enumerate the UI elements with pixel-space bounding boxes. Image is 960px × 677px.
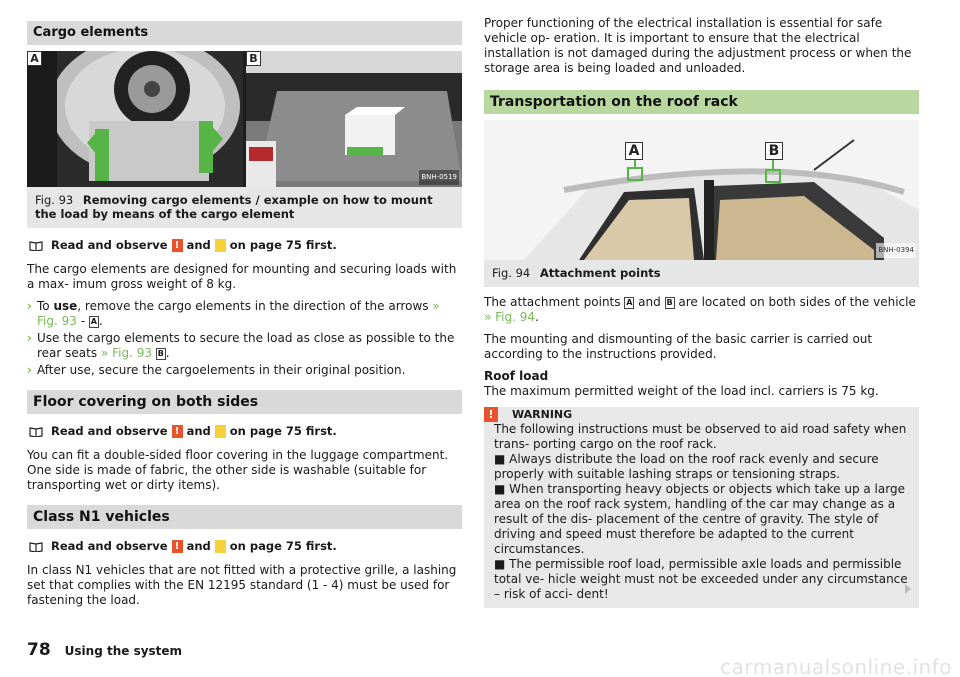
section-heading-cargo-elements: Cargo elements [27,21,462,45]
figure-label-a: A [27,51,42,66]
figure-code: BNH-0519 [419,170,459,185]
floor-covering-text: You can fit a double-sided floor covering in the luggage compartment. One side is made of fabric, the other side is washable (suitable for transporting wet or dirty items). [27,448,449,492]
figure-number: Fig. 94 [492,266,531,280]
chevron-right-icon: › [27,363,32,377]
key-label: B [666,297,673,307]
figure-code: BNH-0394 [876,243,916,258]
step-text: After use, secure the cargoelements in their original position. [37,363,406,377]
continue-arrow-icon [905,584,911,594]
section-heading-roof-rack: Transportation on the roof rack [484,90,919,114]
step-text: . [165,346,170,360]
figure-title: Removing cargo elements / example on how to mount the load by means of the cargo element [35,193,433,221]
step-item [27,331,462,361]
mounting-text: The mounting and dismounting of the basic carrier is carried out according to the instructions provided. [484,332,873,361]
roof-load-text: The maximum permitted weight of the load incl. carriers is 75 kg. [484,384,879,398]
warning-badge-icon: ! [484,407,498,422]
text-span: are located on both sides of the vehicle [674,295,916,309]
figure-link[interactable]: » Fig. 94 [484,310,536,324]
text-span: . [535,310,539,324]
warning-title: WARNING [512,408,573,421]
figure-caption [27,187,462,228]
attachment-text [484,295,919,325]
figure-number: Fig. 93 [35,193,74,207]
chapter-title: Using the system [64,644,183,658]
warning-yellow-icon[interactable] [215,425,226,438]
text-span: and [634,295,665,309]
figure-93-image [27,51,462,187]
observe-line [27,539,462,554]
electrical-intro: Proper functioning of the electrical installation is essential for safe vehicle op- eration. It is important to ensure that the electrical installation is not damaged during the adjustment process or when the storage area is being loaded and unloaded. [484,16,912,75]
section-heading-class-n1: Class N1 vehicles [27,505,462,529]
figure-label-b: B [765,142,783,160]
observe-prefix: Read and observe [51,539,168,553]
key-label: A [90,316,97,326]
figure-link[interactable]: » Fig. 93 [37,299,440,328]
book-icon [29,427,43,437]
step-item [27,363,462,378]
warning-box [484,407,919,608]
observe-prefix: Read and observe [51,424,168,438]
step-text: Use the cargo elements to secure the load as close as possible to the rear seats [37,331,455,360]
chevron-right-icon: › [27,299,32,313]
observe-and: and [186,424,211,438]
watermark: carmanualsonline.info [720,655,952,677]
key-label: B [157,348,164,358]
warning-line: ■ The permissible roof load, permissible axle loads and permissible total ve- hicle weight must not be exceeded under any circumstance – risk of acci- dent! [494,557,908,601]
figure-93 [27,51,462,187]
figure-title: Attachment points [539,266,661,280]
observe-line [27,238,462,253]
warning-red-icon[interactable]: ! [172,540,183,553]
page-number: 78 [27,640,51,660]
page-footer [27,640,183,660]
book-icon [29,542,43,552]
step-text: To [37,299,54,313]
figure-caption [484,260,919,287]
left-column [27,21,462,615]
warning-yellow-icon[interactable] [215,239,226,252]
figure-label-a: A [625,142,643,160]
step-item [27,299,462,329]
figure-94-image [484,120,919,260]
warning-header [488,407,909,422]
figure-link[interactable]: » Fig. 93 [100,346,152,360]
observe-prefix: Read and observe [51,238,168,252]
observe-suffix: on page 75 first. [229,539,337,553]
right-column [484,16,919,608]
observe-suffix: on page 75 first. [229,238,337,252]
observe-line [27,424,462,439]
step-text: , remove the cargo elements in the direction of the arrows [77,299,433,313]
step-text: . [98,314,103,328]
observe-suffix: on page 75 first. [229,424,337,438]
warning-red-icon[interactable]: ! [172,239,183,252]
observe-and: and [186,238,211,252]
class-n1-text: In class N1 vehicles that are not fitted with a protective grille, a lashing set that complies with the EN 12195 standard (1 - 4) must be used for fastening the load. [27,563,457,607]
chevron-right-icon: › [27,331,32,345]
book-icon [29,241,43,251]
step-text: - [76,314,89,328]
text-span: The attachment points [484,295,625,309]
warning-line: ■ When transporting heavy objects or objects which take up a large area on the roof rack system, handling of the car may change as a result of the dis- placement of the centre of gravity. The style of driving and speed must therefore be adapted to the current circumstances. [494,482,905,556]
section-heading-floor-covering: Floor covering on both sides [27,390,462,414]
warning-line: The following instructions must be observed to aid road safety when trans- porting cargo on the roof rack. [494,422,907,451]
observe-and: and [186,539,211,553]
warning-red-icon[interactable]: ! [172,425,183,438]
step-bold: use [53,299,78,313]
roof-load-heading: Roof load [484,369,549,383]
figure-label-b: B [246,51,261,66]
warning-yellow-icon[interactable] [215,540,226,553]
warning-line: ■ Always distribute the load on the roof rack evenly and secure properly with suitable lashing straps or tensioning straps. [494,452,879,481]
key-label: A [626,297,633,307]
figure-94 [484,120,919,260]
cargo-intro: The cargo elements are designed for mounting and securing loads with a max- imum gross weight of 8 kg. [27,262,457,291]
